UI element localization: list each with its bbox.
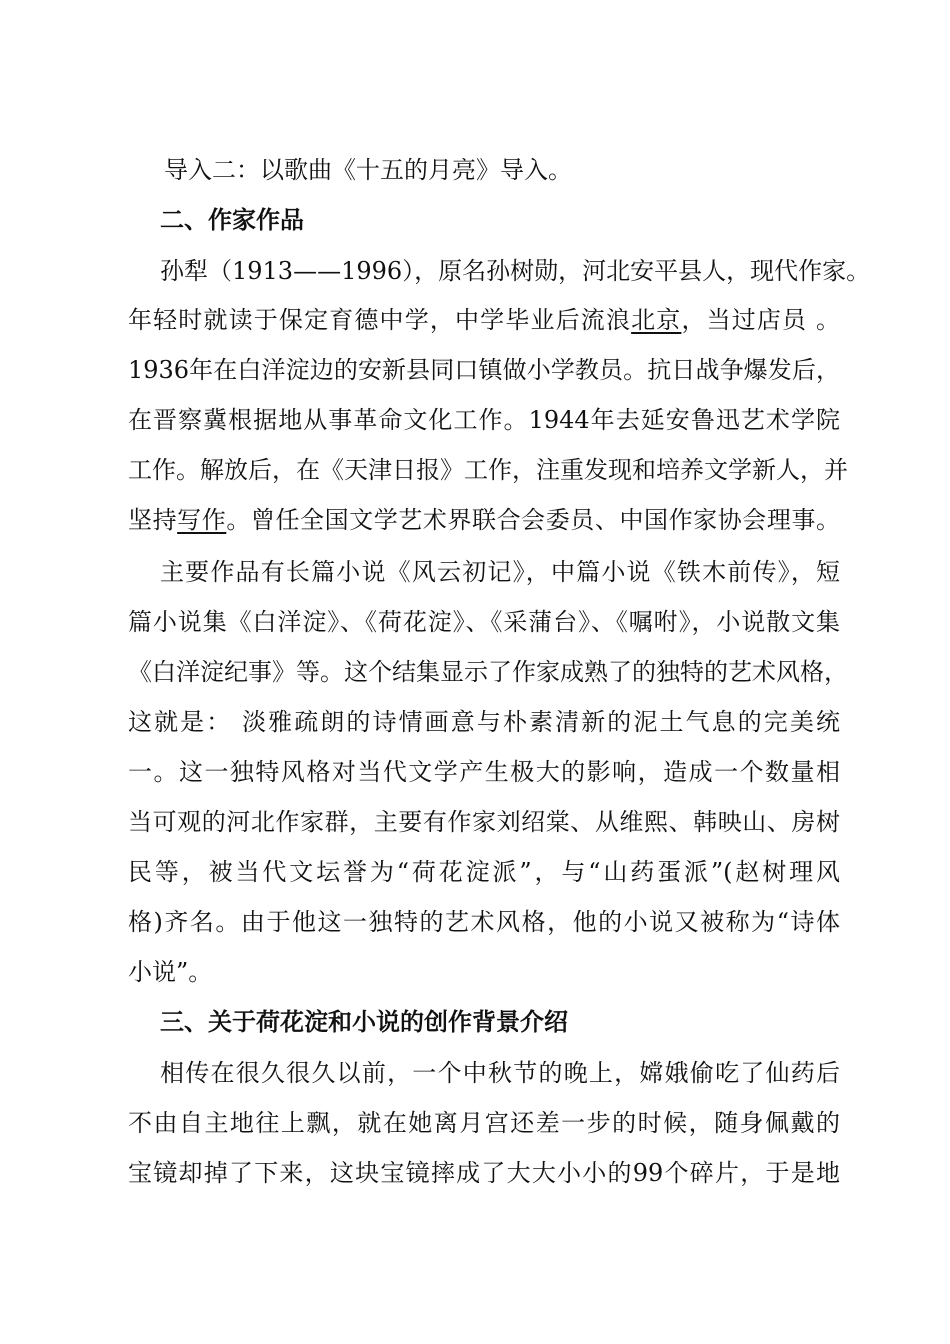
paragraph-line <box>128 300 840 340</box>
paragraph-line: 当可观的河北作家群，主要有作家刘绍棠、从维熙、韩映山、房树 <box>128 808 840 836</box>
section-heading-author-works: 二、作家作品 <box>160 206 304 234</box>
paragraph-line: 一。这一独特风格对当代文学产生极大的影响，造成一个数量相 <box>128 758 840 786</box>
paragraph-line: 孙犁（1913——1996），原名孙树勋，河北安平县人，现代作家。 <box>160 257 871 285</box>
intro-line: 导入二：以歌曲《十五的月亮》导入。 <box>164 156 572 184</box>
paragraph-line: 工作。解放后，在《天津日报》工作，注重发现和培养文学新人，并 <box>128 456 848 484</box>
paragraph-line: 在晋察冀根据地从事革命文化工作。1944年去延安鲁迅艺术学院 <box>128 406 840 434</box>
link-beijing[interactable]: 北京 <box>631 306 682 334</box>
paragraph-line: 格)齐名。由于他这一独特的艺术风格，他的小说又被称为“诗体 <box>128 908 840 936</box>
paragraph-line: 《白洋淀纪事》等。这个结集显示了作家成熟了的独特的艺术风格， <box>128 658 848 686</box>
paragraph-line: 不由自主地往上飘，就在她离月宫还差一步的时候，随身佩戴的 <box>128 1109 840 1137</box>
section-heading-background: 三、关于荷花淀和小说的创作背景介绍 <box>160 1008 568 1036</box>
paragraph-line: 1936年在白洋淀边的安新县同口镇做小学教员。抗日战争爆发后， <box>128 356 840 384</box>
paragraph-line: 小说”。 <box>128 958 213 986</box>
link-writing[interactable]: 写作 <box>177 506 227 534</box>
text-segment: ，当过店员 。 <box>681 306 841 334</box>
paragraph-line: 这就是： 淡雅疏朗的诗情画意与朴素清新的泥土气息的完美统 <box>128 708 840 736</box>
paragraph-line: 相传在很久很久以前，一个中秋节的晚上，嫦娥偷吃了仙药后 <box>160 1059 840 1087</box>
text-segment: 。曾任全国文学艺术界联合会委员、中国作家协会理事。 <box>226 506 841 534</box>
paragraph-line: 篇小说集《白洋淀》、《荷花淀》、《采蒲台》、《嘱咐》，小说散文集 <box>128 608 840 636</box>
paragraph-line: 主要作品有长篇小说《风云初记》，中篇小说《铁木前传》，短 <box>160 558 840 586</box>
paragraph-line: 宝镜却掉了下来，这块宝镜摔成了大大小小的99个碎片，于是地 <box>128 1159 840 1187</box>
text-segment: 年轻时就读于保定育德中学，中学毕业后流浪 <box>128 306 632 334</box>
paragraph-line <box>128 500 840 540</box>
paragraph-line: 民等，被当代文坛誉为“荷花淀派”，与“山药蛋派”(赵树理风 <box>128 858 840 886</box>
text-segment: 坚持 <box>128 506 178 534</box>
